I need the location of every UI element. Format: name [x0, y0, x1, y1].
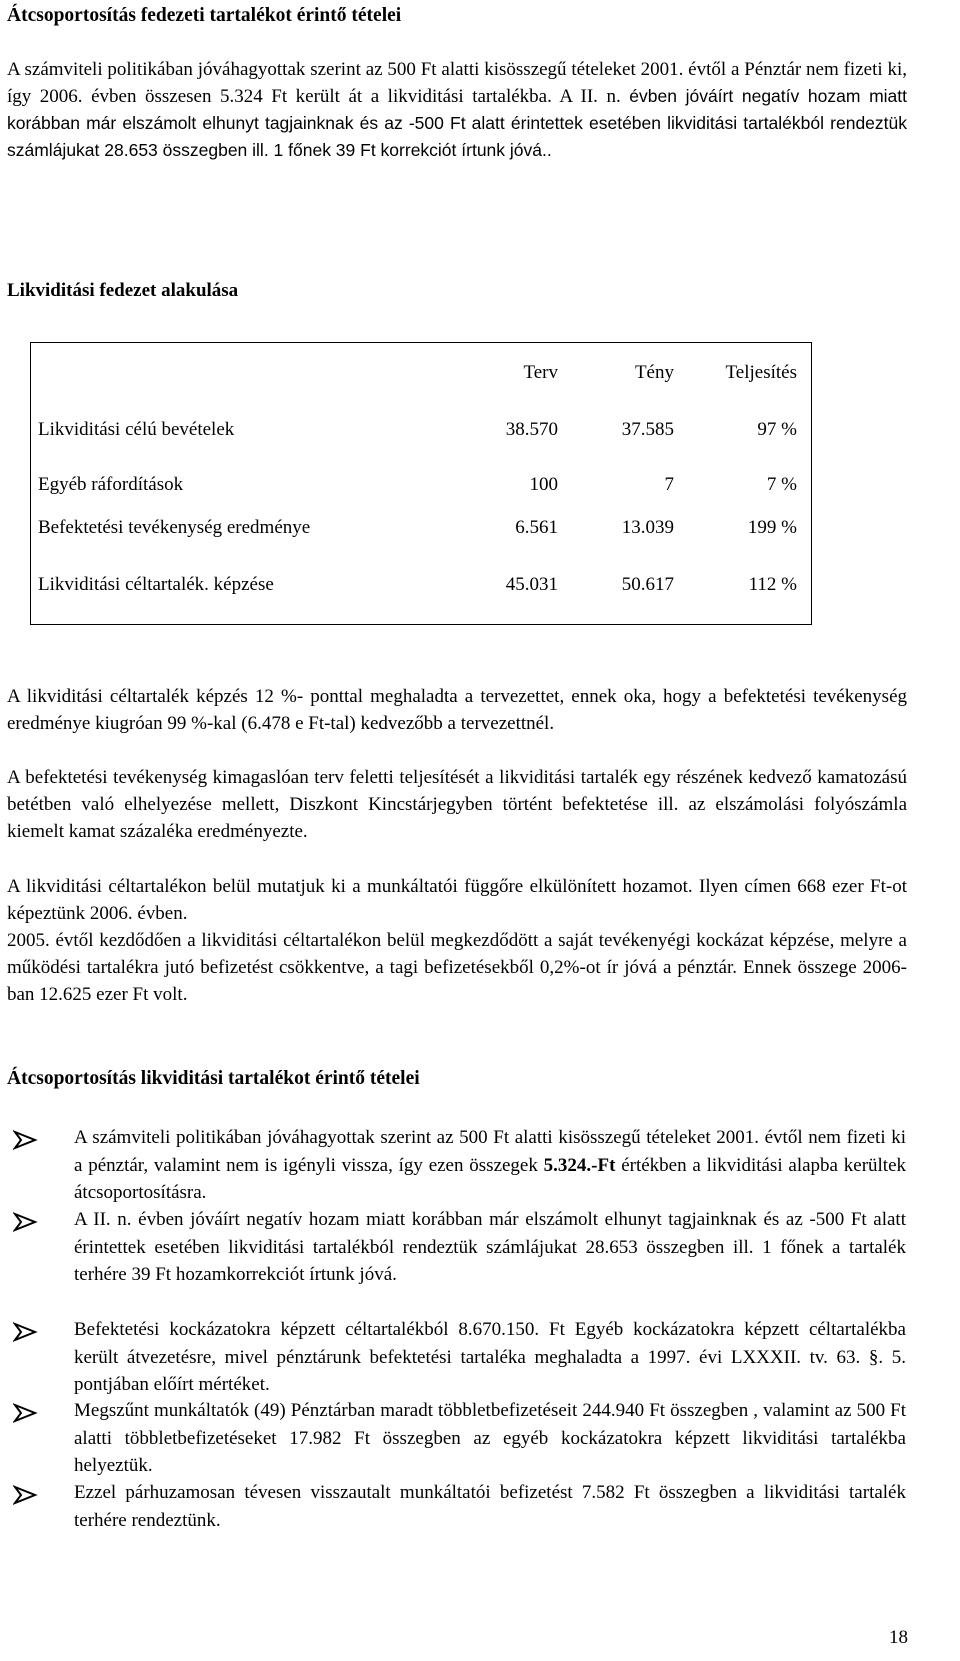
row-label: Befektetési tevékenység eredménye [38, 517, 311, 538]
bullet-text-bold: 5.324.-Ft [543, 1154, 616, 1176]
paragraph-fedezeti-sans: évben jóváírt negatív hozam miatt korábban már elszámolt elhunyt tagjainknak és az -500 Ft alatt érintettek esetében likviditási tartalékból rendeztük számlájukat 28.653 összegben ill. 1 főnek 39 Ft korrekciót írtunk jóvá.. [7, 86, 907, 160]
cell-teny: 50.617 [621, 574, 674, 595]
section-heading-likviditasi-tartalek: Átcsoportosítás likviditási tartalékot érintő tételei [7, 1068, 420, 1089]
row-label: Egyéb ráfordítások [38, 474, 184, 495]
cell-teljesites: 112 % [748, 574, 797, 595]
row-label: Likviditási céltartalék. képzése [38, 574, 274, 595]
paragraph-tevekenysegi-kockazat: 2005. évtől kezdődően a likviditási céltartalékon belül megkezdődött a saját tevékenyégi kockázat képzése, melyre a működési tartalékra jutó befizetést csökkentve, a tagi befizetésekből 0,2%-ot ír jóvá a pénztár. Ennek összege 2006-ban 12.625 ezer Ft volt. [7, 930, 907, 1005]
bullet-text-part: A számviteli politikában jóváhagyottak szerint az 500 Ft alatti kisösszegű tételeket 2001. évtől nem fizeti ki a pénztár, valamint nem is igényli vissza, így ezen összegek [74, 1127, 906, 1176]
paragraph-fedezeti-serif: A számviteli politikában jóváhagyottak szerint az 500 Ft alatti kisösszegű tételeket 2001. évtől a Pénztár nem fizeti ki, így 2006. évben összesen 5.324 Ft került át a likviditási tartalékba. A II. n. [7, 59, 907, 107]
liquidity-table [30, 342, 812, 625]
bullet-text: A II. n. évben jóváírt negatív hozam miatt korábban már elszámolt elhunyt tagjainknak és az -500 Ft alatt érintettek esetében likviditási tartalékból rendeztük számlájukat 28.653 összegben ill. 1 főnek a tartalék terhére 39 Ft hozamkorrekciót írtunk jóvá. [74, 1209, 906, 1285]
cell-teny: 7 [664, 474, 674, 495]
paragraph-munkaltatoi-fuggo: A likviditási céltartalékon belül mutatjuk ki a munkáltatói függőre elkülönített hozamot. Ilyen címen 668 ezer Ft-ot képeztünk 2006. évben. [7, 876, 907, 924]
cell-terv: 6.561 [515, 517, 558, 538]
cell-teljesites: 97 % [757, 419, 797, 440]
cell-terv: 100 [529, 474, 558, 495]
section-heading-likviditasi-fedezet: Likviditási fedezet alakulása [7, 280, 239, 301]
bullet-text-part: értékben a likviditási alapba kerültek átcsoportosításra. [74, 1154, 907, 1203]
arrow-bullet-icon [13, 1322, 47, 1342]
cell-teljesites: 7 % [766, 474, 797, 495]
cell-teny: 13.039 [621, 517, 674, 538]
row-label: Likviditási célú bevételek [38, 419, 235, 440]
cell-teny: 37.585 [621, 419, 674, 440]
column-header-teny: Tény [634, 362, 674, 383]
cell-terv: 38.570 [505, 419, 558, 440]
bullet-text: Megszűnt munkáltatók (49) Pénztárban maradt többletbefizetéseit 244.940 Ft összegben , valamint az 500 Ft alatti többletbefizetéseket 17.982 Ft összegben az egyéb kockázatokra képzett likviditási tartalékba helyeztük. [74, 1400, 906, 1476]
column-header-teljesites: Teljesítés [725, 362, 797, 383]
bullet-text: Befektetési kockázatokra képzett céltartalékból 8.670.150. Ft Egyéb kockázatokra képzett céltartalékba került átvezetésre, mivel pénztárunk befektetési tartaléka meghaladta a 1997. évi LXXXII. tv. 63. §. 5. pontjában előírt mértéket. [74, 1319, 906, 1395]
bullet-text: Ezzel párhuzamosan tévesen visszautalt munkáltatói befizetést 7.582 Ft összegben a likviditási tartalék terhére rendeztünk. [74, 1482, 906, 1531]
page-number: 18 [889, 1627, 908, 1648]
arrow-bullet-icon [13, 1485, 47, 1505]
cell-terv: 45.031 [505, 574, 558, 595]
arrow-bullet-icon [13, 1403, 47, 1423]
arrow-bullet-icon [13, 1212, 47, 1232]
paragraph-fedezeti [7, 56, 907, 164]
paragraph-befektetesi-tevekenyseg: A befektetési tevékenység kimagaslóan terv feletti teljesítését a likviditási tartalék egy részének kedvező kamatozású betétben való elhelyezése mellett, Diszkont Kincstárjegyben történt befektetése ill. az elszámolási folyószámla kiemelt kamat százaléka eredményezte. [7, 767, 907, 842]
arrow-bullet-icon [13, 1130, 47, 1150]
section-heading-fedezeti: Átcsoportosítás fedezeti tartalékot érintő tételei [7, 5, 402, 26]
bullet-text [74, 1124, 906, 1207]
column-header-terv: Terv [523, 362, 558, 383]
paragraph-celtartalek-kepzes: A likviditási céltartalék képzés 12 %- ponttal meghaladta a tervezettet, ennek oka, hogy a befektetési tevékenység eredménye kiugróan 99 %-kal (6.478 e Ft-tal) kedvezőbb a tervezettnél. [7, 686, 907, 734]
cell-teljesites: 199 % [747, 517, 797, 538]
